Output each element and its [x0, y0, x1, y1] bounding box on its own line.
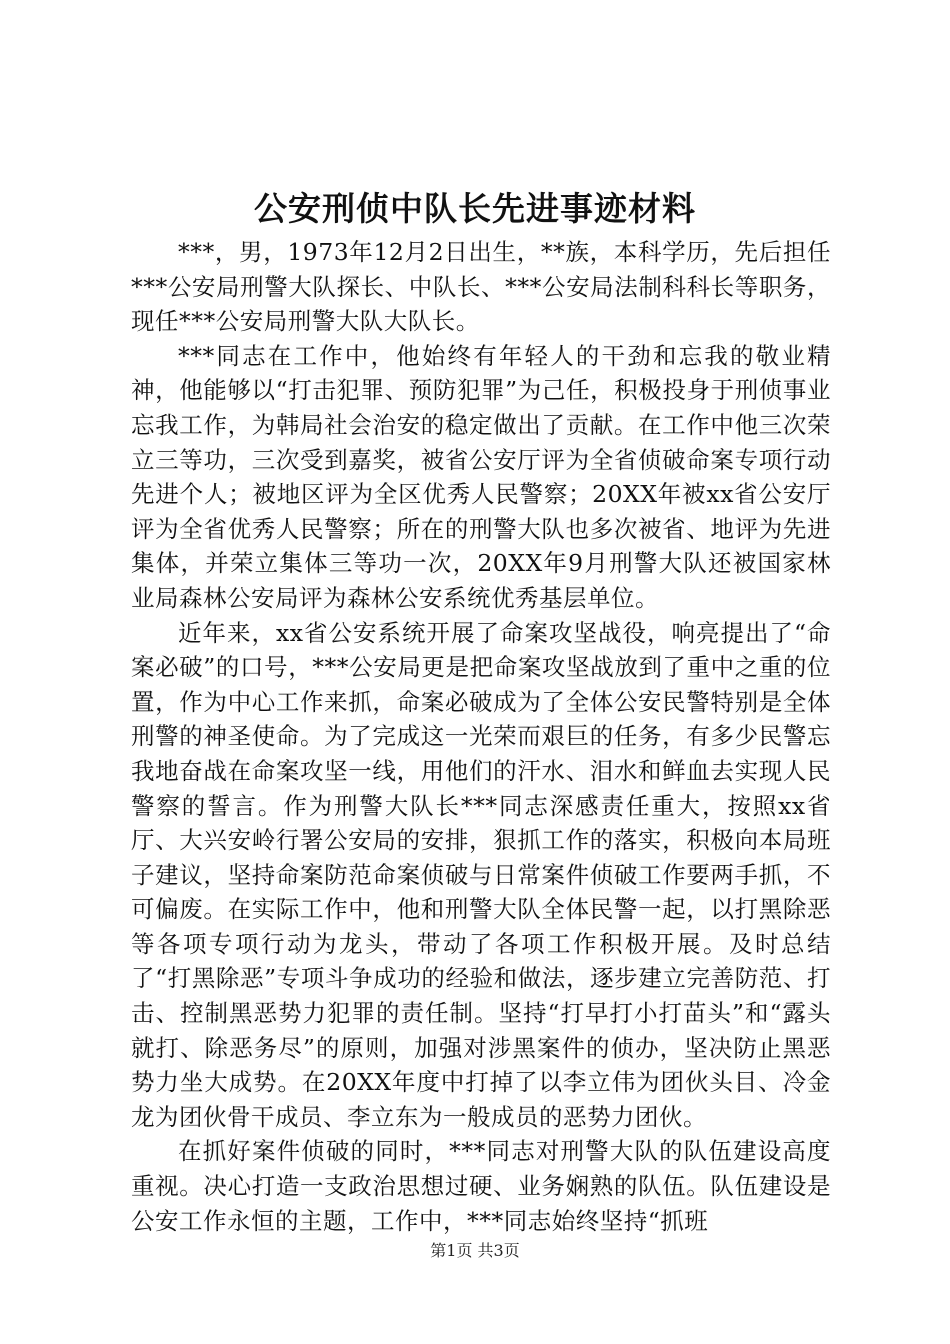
- paragraph-4: 在抓好案件侦破的同时，***同志对刑警大队的队伍建设高度重视。决心打造一支政治思想过硬、业务娴熟的队伍。队伍建设是公安工作永恒的主题，工作中，***同志始终坚持“抓班: [131, 1137, 831, 1235]
- paragraph-2: ***同志在工作中，他始终有年轻人的干劲和忘我的敬业精神，他能够以“打击犯罪、预防犯罪”为己任，积极投身于刑侦事业忘我工作，为韩局社会治安的稳定做出了贡献。在工作中他三次荣立三等功，三次受到嘉奖，被省公安厅评为全省侦破命案专项行动先进个人；被地区评为全区优秀人民警察；20XX年被xx省公安厅评为全省优秀人民警察；所在的刑警大队也多次被省、地评为先进集体，并荣立集体三等功一次，20XX年9月刑警大队还被国家林业局森林公安局评为森林公安系统优秀基层单位。: [131, 341, 831, 612]
- document-title: 公安刑侦中队长先进事迹材料: [254, 189, 696, 228]
- page-footer: 第1页 共3页: [430, 1241, 520, 1260]
- paragraph-3: 近年来，xx省公安系统开展了命案攻坚战役，响亮提出了“命案必破”的口号，***公安局更是把命案攻坚战放到了重中之重的位置，作为中心工作来抓，命案必破成为了全体公安民警特别是全体刑警的神圣使命。为了完成这一光荣而艰巨的任务，有多少民警忘我地奋战在命案攻坚一线，用他们的汗水、泪水和鲜血去实现人民警察的誓言。作为刑警大队长***同志深感责任重大，按照xx省厅、大兴安岭行署公安局的安排，狠抓工作的落实，积极向本局班子建议，坚持命案防范命案侦破与日常案件侦破工作要两手抓，不可偏废。在实际工作中，他和刑警大队全体民警一起，以打黑除恶等各项专项行动为龙头，带动了各项工作积极开展。及时总结了“打黑除恶”专项斗争成功的经验和做法，逐步建立完善防范、打击、控制黑恶势力犯罪的责任制。坚持“打早打小打苗头”和“露头就打、除恶务尽”的原则，加强对涉黑案件的侦办，坚决防止黑恶势力坐大成势。在20XX年度中打掉了以李立伟为团伙头目、冷金龙为团伙骨干成员、李立东为一般成员的恶势力团伙。: [131, 618, 831, 1131]
- document-body: [131, 235, 831, 1238]
- paragraph-1: ***，男，1973年12月2日出生，**族，本科学历，先后担任***公安局刑警大队探长、中队长、***公安局法制科科长等职务，现任***公安局刑警大队大队长。: [131, 238, 831, 336]
